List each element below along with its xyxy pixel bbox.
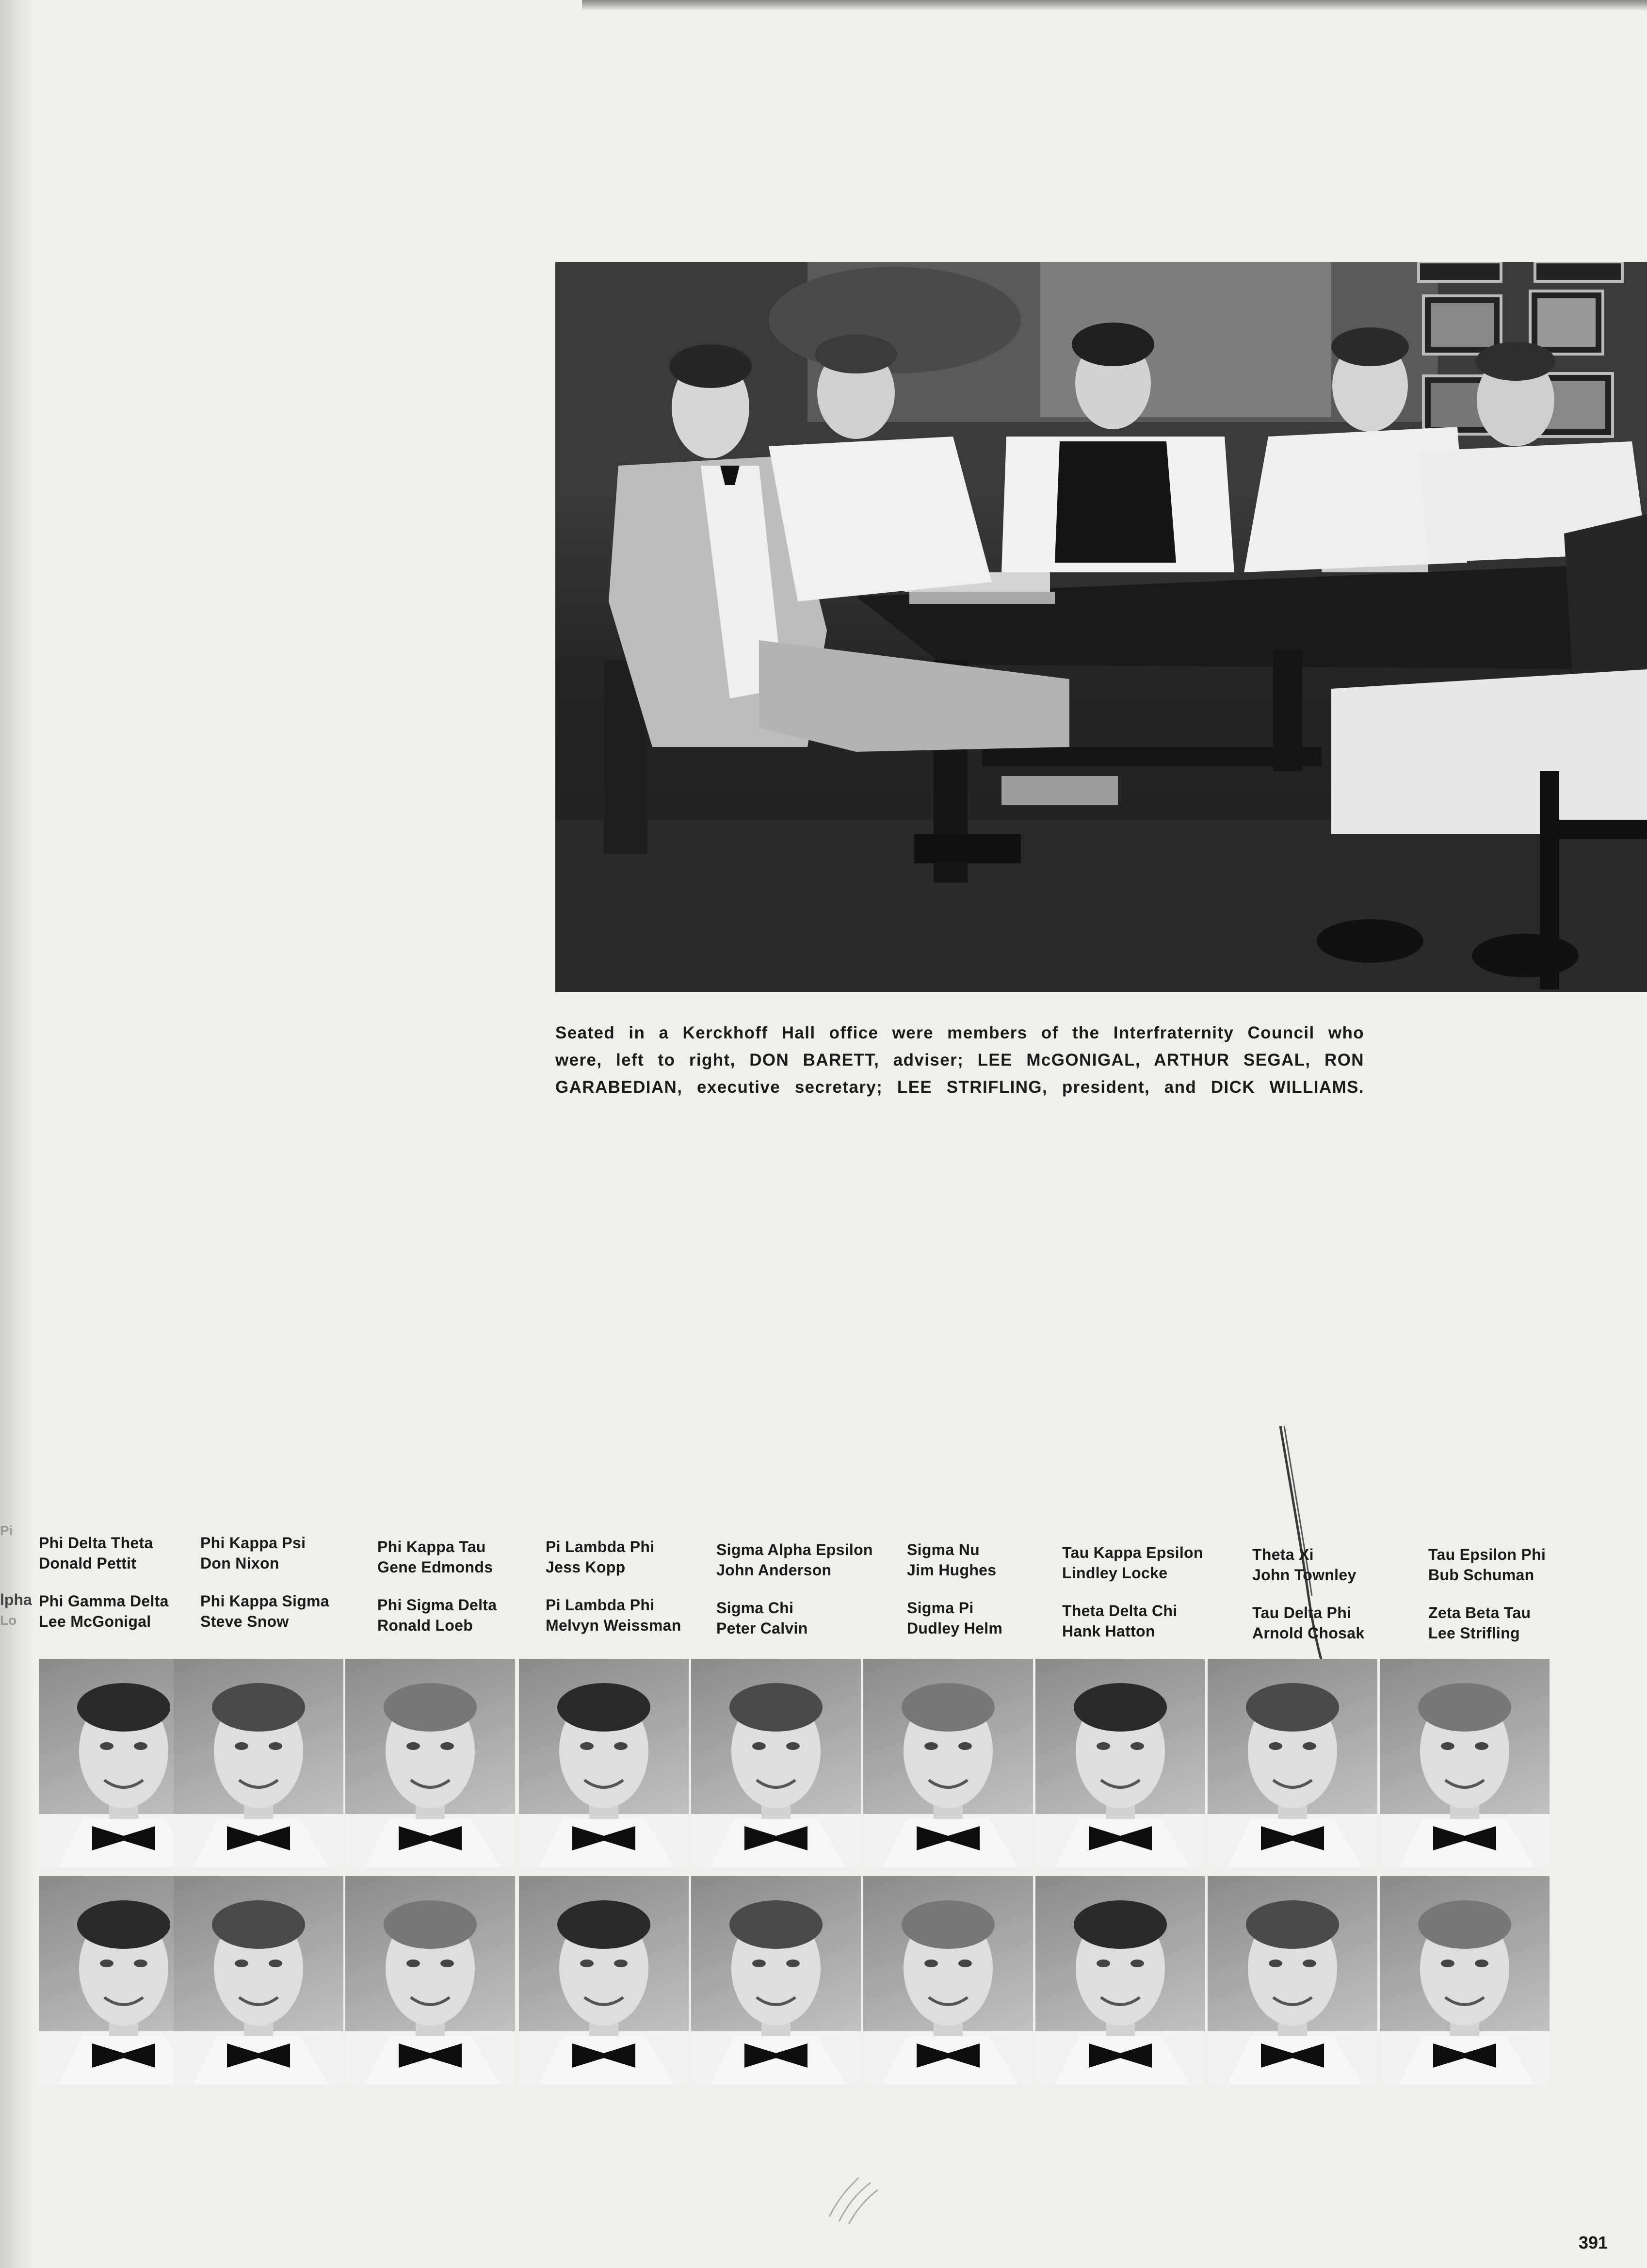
member-name: Lee McGonigal (39, 1613, 151, 1630)
name-column (1428, 1544, 1603, 1643)
member-portrait (519, 1876, 689, 2085)
name-entry (716, 1539, 891, 1580)
margin-fragment: lpha (0, 1591, 32, 1608)
photo-caption (555, 1020, 1364, 1101)
caption-line: GARABEDIAN, executive secretary; LEE STRIFLING, president, and DICK WILLIAMS. (555, 1078, 1364, 1097)
name-entry (1428, 1603, 1603, 1643)
fraternity-name: Phi Sigma Delta (377, 1596, 497, 1614)
member-portrait (174, 1659, 343, 1867)
portrait-illustration (345, 1876, 515, 2085)
fraternity-name: Phi Kappa Tau (377, 1538, 486, 1555)
fraternity-name: Phi Kappa Psi (200, 1534, 306, 1552)
member-portrait (1208, 1659, 1377, 1867)
fraternity-name: Tau Kappa Epsilon (1062, 1544, 1203, 1561)
margin-fragment: Lo (0, 1613, 17, 1628)
member-name: Dudley Helm (907, 1620, 1003, 1637)
name-column (39, 1533, 213, 1632)
member-name: John Anderson (716, 1561, 832, 1579)
member-name: Lee Strifling (1428, 1624, 1520, 1642)
name-entry (200, 1533, 375, 1573)
member-name: Gene Edmonds (377, 1558, 493, 1576)
caption-line: Seated in a Kerckhoff Hall office were members of the Interfraternity Council who (555, 1023, 1364, 1042)
name-entry (907, 1598, 1082, 1638)
member-name: Don Nixon (200, 1555, 279, 1572)
member-portrait (863, 1659, 1033, 1867)
name-entry (1062, 1601, 1237, 1641)
fraternity-name: Theta Delta Chi (1062, 1602, 1178, 1620)
portrait-illustration (1035, 1659, 1205, 1867)
name-entry (1428, 1544, 1603, 1585)
sketch-mark (824, 2168, 883, 2226)
fraternity-name: Sigma Alpha Epsilon (716, 1541, 873, 1558)
member-portrait (1035, 1659, 1205, 1867)
page-number: 391 (1579, 2233, 1608, 2252)
name-column (716, 1539, 891, 1638)
member-portrait (345, 1876, 515, 2085)
member-portrait (691, 1876, 861, 2085)
member-portrait (1380, 1876, 1550, 2085)
fraternity-name: Zeta Beta Tau (1428, 1604, 1531, 1621)
member-name: Peter Calvin (716, 1620, 808, 1637)
portrait-illustration (1208, 1876, 1377, 2085)
member-portrait (345, 1659, 515, 1867)
portrait-illustration (863, 1876, 1033, 2085)
portrait-illustration (1380, 1659, 1550, 1867)
name-entry (39, 1591, 213, 1632)
portrait-grid (0, 1659, 1552, 2100)
member-portrait (174, 1876, 343, 2085)
caption-line: were, left to right, DON BARETT, adviser; LEE McGONIGAL, ARTHUR SEGAL, RON (555, 1051, 1364, 1069)
member-name: Donald Pettit (39, 1555, 137, 1572)
portrait-illustration (345, 1659, 515, 1867)
fraternity-name: Tau Delta Phi (1252, 1604, 1352, 1621)
fraternity-name: Pi Lambda Phi (546, 1596, 655, 1614)
portrait-illustration (691, 1659, 861, 1867)
fraternity-name: Sigma Pi (907, 1599, 974, 1617)
fraternity-name: Tau Epsilon Phi (1428, 1546, 1546, 1563)
fraternity-name: Phi Kappa Sigma (200, 1592, 329, 1610)
member-name: Melvyn Weissman (546, 1617, 681, 1634)
name-entry (907, 1539, 1082, 1580)
member-name: Arnold Chosak (1252, 1624, 1365, 1642)
page-top-edge (582, 0, 1647, 11)
portrait-illustration (1208, 1659, 1377, 1867)
member-portrait (863, 1876, 1033, 2085)
member-name: Jess Kopp (546, 1558, 626, 1576)
margin-fragment: Pi (0, 1523, 13, 1538)
name-column (377, 1537, 552, 1636)
member-portrait (519, 1659, 689, 1867)
name-column (546, 1537, 720, 1636)
name-entry (1062, 1542, 1237, 1583)
portrait-illustration (519, 1659, 689, 1867)
member-name: Bub Schuman (1428, 1566, 1534, 1584)
name-entry (377, 1537, 552, 1577)
name-column (200, 1533, 375, 1632)
name-entry (716, 1598, 891, 1638)
portrait-illustration (863, 1659, 1033, 1867)
name-entry (1252, 1603, 1427, 1643)
member-name: Lindley Locke (1062, 1564, 1168, 1582)
council-group-photo (555, 262, 1647, 992)
member-names-grid (39, 1533, 1605, 1654)
fraternity-name: Sigma Nu (907, 1541, 980, 1558)
portrait-illustration (519, 1876, 689, 2085)
fraternity-name: Phi Gamma Delta (39, 1592, 169, 1610)
member-portrait (691, 1659, 861, 1867)
fraternity-name: Phi Delta Theta (39, 1534, 153, 1552)
name-entry (39, 1533, 213, 1573)
name-column (1252, 1544, 1427, 1643)
portrait-illustration (174, 1876, 343, 2085)
name-column (1062, 1542, 1237, 1641)
member-name: John Townley (1252, 1566, 1356, 1584)
portrait-illustration (1380, 1876, 1550, 2085)
member-portrait (1035, 1876, 1205, 2085)
portrait-illustration (1035, 1876, 1205, 2085)
fraternity-name: Pi Lambda Phi (546, 1538, 655, 1555)
portrait-illustration (691, 1876, 861, 2085)
member-name: Hank Hatton (1062, 1622, 1155, 1640)
name-column (907, 1539, 1082, 1638)
name-entry (546, 1595, 720, 1636)
portrait-illustration (174, 1659, 343, 1867)
name-entry (546, 1537, 720, 1577)
fraternity-name: Theta Xi (1252, 1546, 1314, 1563)
name-entry (200, 1591, 375, 1632)
member-portrait (1208, 1876, 1377, 2085)
member-name: Ronald Loeb (377, 1617, 473, 1634)
name-entry (1252, 1544, 1427, 1585)
group-photo-illustration (555, 262, 1647, 992)
member-name: Jim Hughes (907, 1561, 997, 1579)
fraternity-name: Sigma Chi (716, 1599, 794, 1617)
member-portrait (1380, 1659, 1550, 1867)
name-entry (377, 1595, 552, 1636)
member-name: Steve Snow (200, 1613, 289, 1630)
